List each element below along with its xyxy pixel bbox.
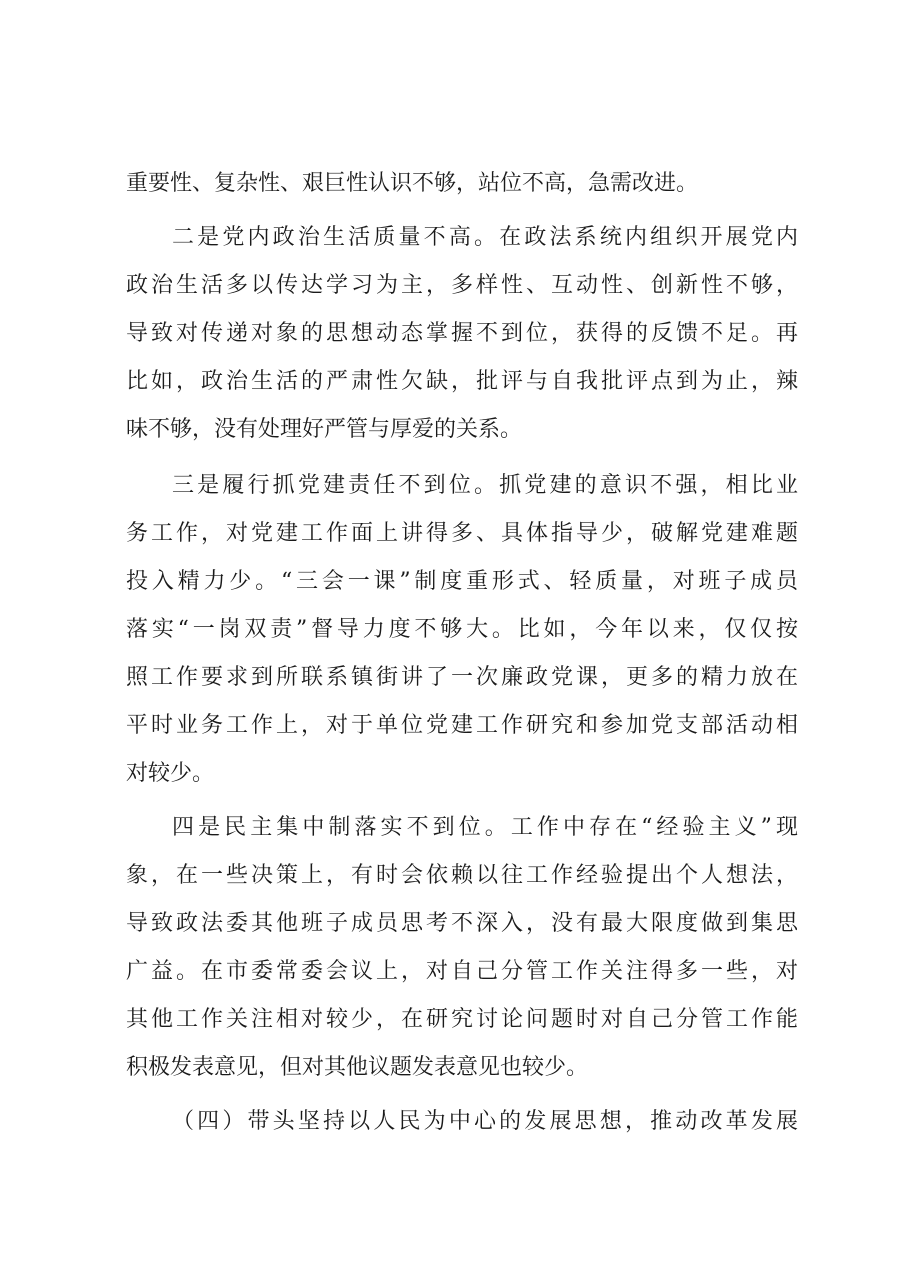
- text-line: 象，在一些决策上，有时会依赖以往工作经验提出个人想法，: [126, 863, 798, 888]
- text-line: 四是民主集中制落实不到位。工作中存在“经验主义”现: [172, 815, 798, 840]
- text-line: 务工作，对党建工作面上讲得多、具体指导少，破解党建难题: [126, 521, 798, 546]
- text-line: 落实“一岗双责”督导力度不够大。比如，今年以来，仅仅按: [126, 617, 798, 642]
- text-line: 导致政法委其他班子成员思考不深入，没有最大限度做到集思: [126, 911, 798, 936]
- text-line: 导致对传递对象的思想动态掌握不到位，获得的反馈不足。再: [126, 321, 798, 346]
- text-line: 其他工作关注相对较少，在研究讨论问题时对自己分管工作能: [126, 1007, 798, 1032]
- text-line: 政治生活多以传达学习为主，多样性、互动性、创新性不够，: [126, 273, 798, 298]
- text-line: 平时业务工作上，对于单位党建工作研究和参加党支部活动相: [126, 713, 798, 738]
- text-line: 三是履行抓党建责任不到位。抓党建的意识不强，相比业: [172, 473, 798, 498]
- text-line: 投入精力少。“三会一课”制度重形式、轻质量，对班子成员: [126, 569, 798, 594]
- text-line: 比如，政治生活的严肃性欠缺，批评与自我批评点到为止，辣: [126, 369, 798, 394]
- text-line: 重要性、复杂性、艰巨性认识不够，站位不高，急需改进。: [126, 171, 699, 196]
- text-line: 照工作要求到所联系镇街讲了一次廉政党课，更多的精力放在: [126, 665, 798, 690]
- text-line: 积极发表意见，但对其他议题发表意见也较少。: [126, 1055, 589, 1080]
- text-line: 对较少。: [126, 761, 215, 786]
- text-line: 二是党内政治生活质量不高。在政法系统内组织开展党内: [172, 225, 798, 250]
- section-heading-line: （四）带头坚持以人民为中心的发展思想，推动改革发展: [172, 1109, 798, 1134]
- text-line: 广益。在市委常委会议上，对自己分管工作关注得多一些，对: [126, 959, 798, 984]
- text-line: 味不够，没有处理好严管与厚爱的关系。: [126, 417, 523, 442]
